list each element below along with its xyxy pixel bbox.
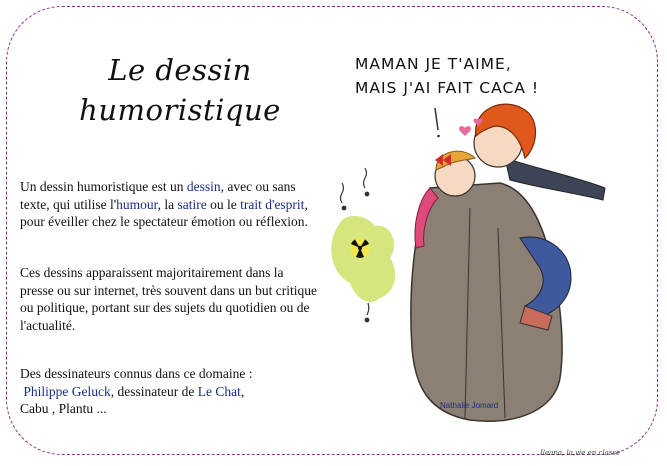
text: Un dessin humoristique est un xyxy=(20,179,187,194)
text: , la xyxy=(157,196,178,212)
paragraph-definition xyxy=(20,178,320,231)
link-trait-esprit[interactable]: trait d'esprit xyxy=(240,196,305,212)
footer-signature: Ileana, la vie en classe xyxy=(540,449,621,457)
speech-line-1: MAMAN JE T'AIME, xyxy=(355,55,512,73)
cartoon-illustration xyxy=(320,48,620,438)
smell-cloud xyxy=(331,216,395,302)
text: ou le xyxy=(206,196,241,212)
speech-text xyxy=(355,52,539,100)
paragraph-dessinateurs xyxy=(20,365,320,418)
page-title xyxy=(70,50,290,130)
title-line-1: Le dessin xyxy=(108,53,252,87)
artist-credit: Nathalie Jomard xyxy=(440,401,499,410)
dessinateurs-list-1 xyxy=(20,383,320,401)
text: , dessinateur de xyxy=(110,383,198,399)
text: , avec ou sans texte, qui utilise l' xyxy=(20,179,296,212)
link-dessin[interactable]: dessin xyxy=(186,179,221,194)
link-le-chat[interactable]: Le Chat xyxy=(197,383,241,399)
text: , xyxy=(240,383,245,399)
radioactive-icon xyxy=(350,238,370,258)
paragraph-presse: Ces dessins apparaissent majoritairement dans la presse ou sur internet, très souvent dans un but critique ou politique, portant sur des sujets du quotidien ou de l'actualité. xyxy=(20,265,317,333)
link-humour[interactable]: humour xyxy=(116,196,158,212)
text: , pour éveiller chez le spectateur émotion ou réflexion. xyxy=(20,196,308,230)
dessinateurs-intro: Des dessinateurs connus dans ce domaine : xyxy=(20,366,253,381)
link-philippe-geluck[interactable]: Philippe Geluck xyxy=(23,383,111,399)
link-satire[interactable]: satire xyxy=(177,196,207,212)
title-line-2: humoristique xyxy=(79,93,281,127)
dessinateurs-list-2: Cabu , Plantu ... xyxy=(20,401,107,417)
speech-line-2: MAIS J'AI FAIT CACA ! xyxy=(355,79,540,97)
exclamation-mark xyxy=(435,108,438,130)
